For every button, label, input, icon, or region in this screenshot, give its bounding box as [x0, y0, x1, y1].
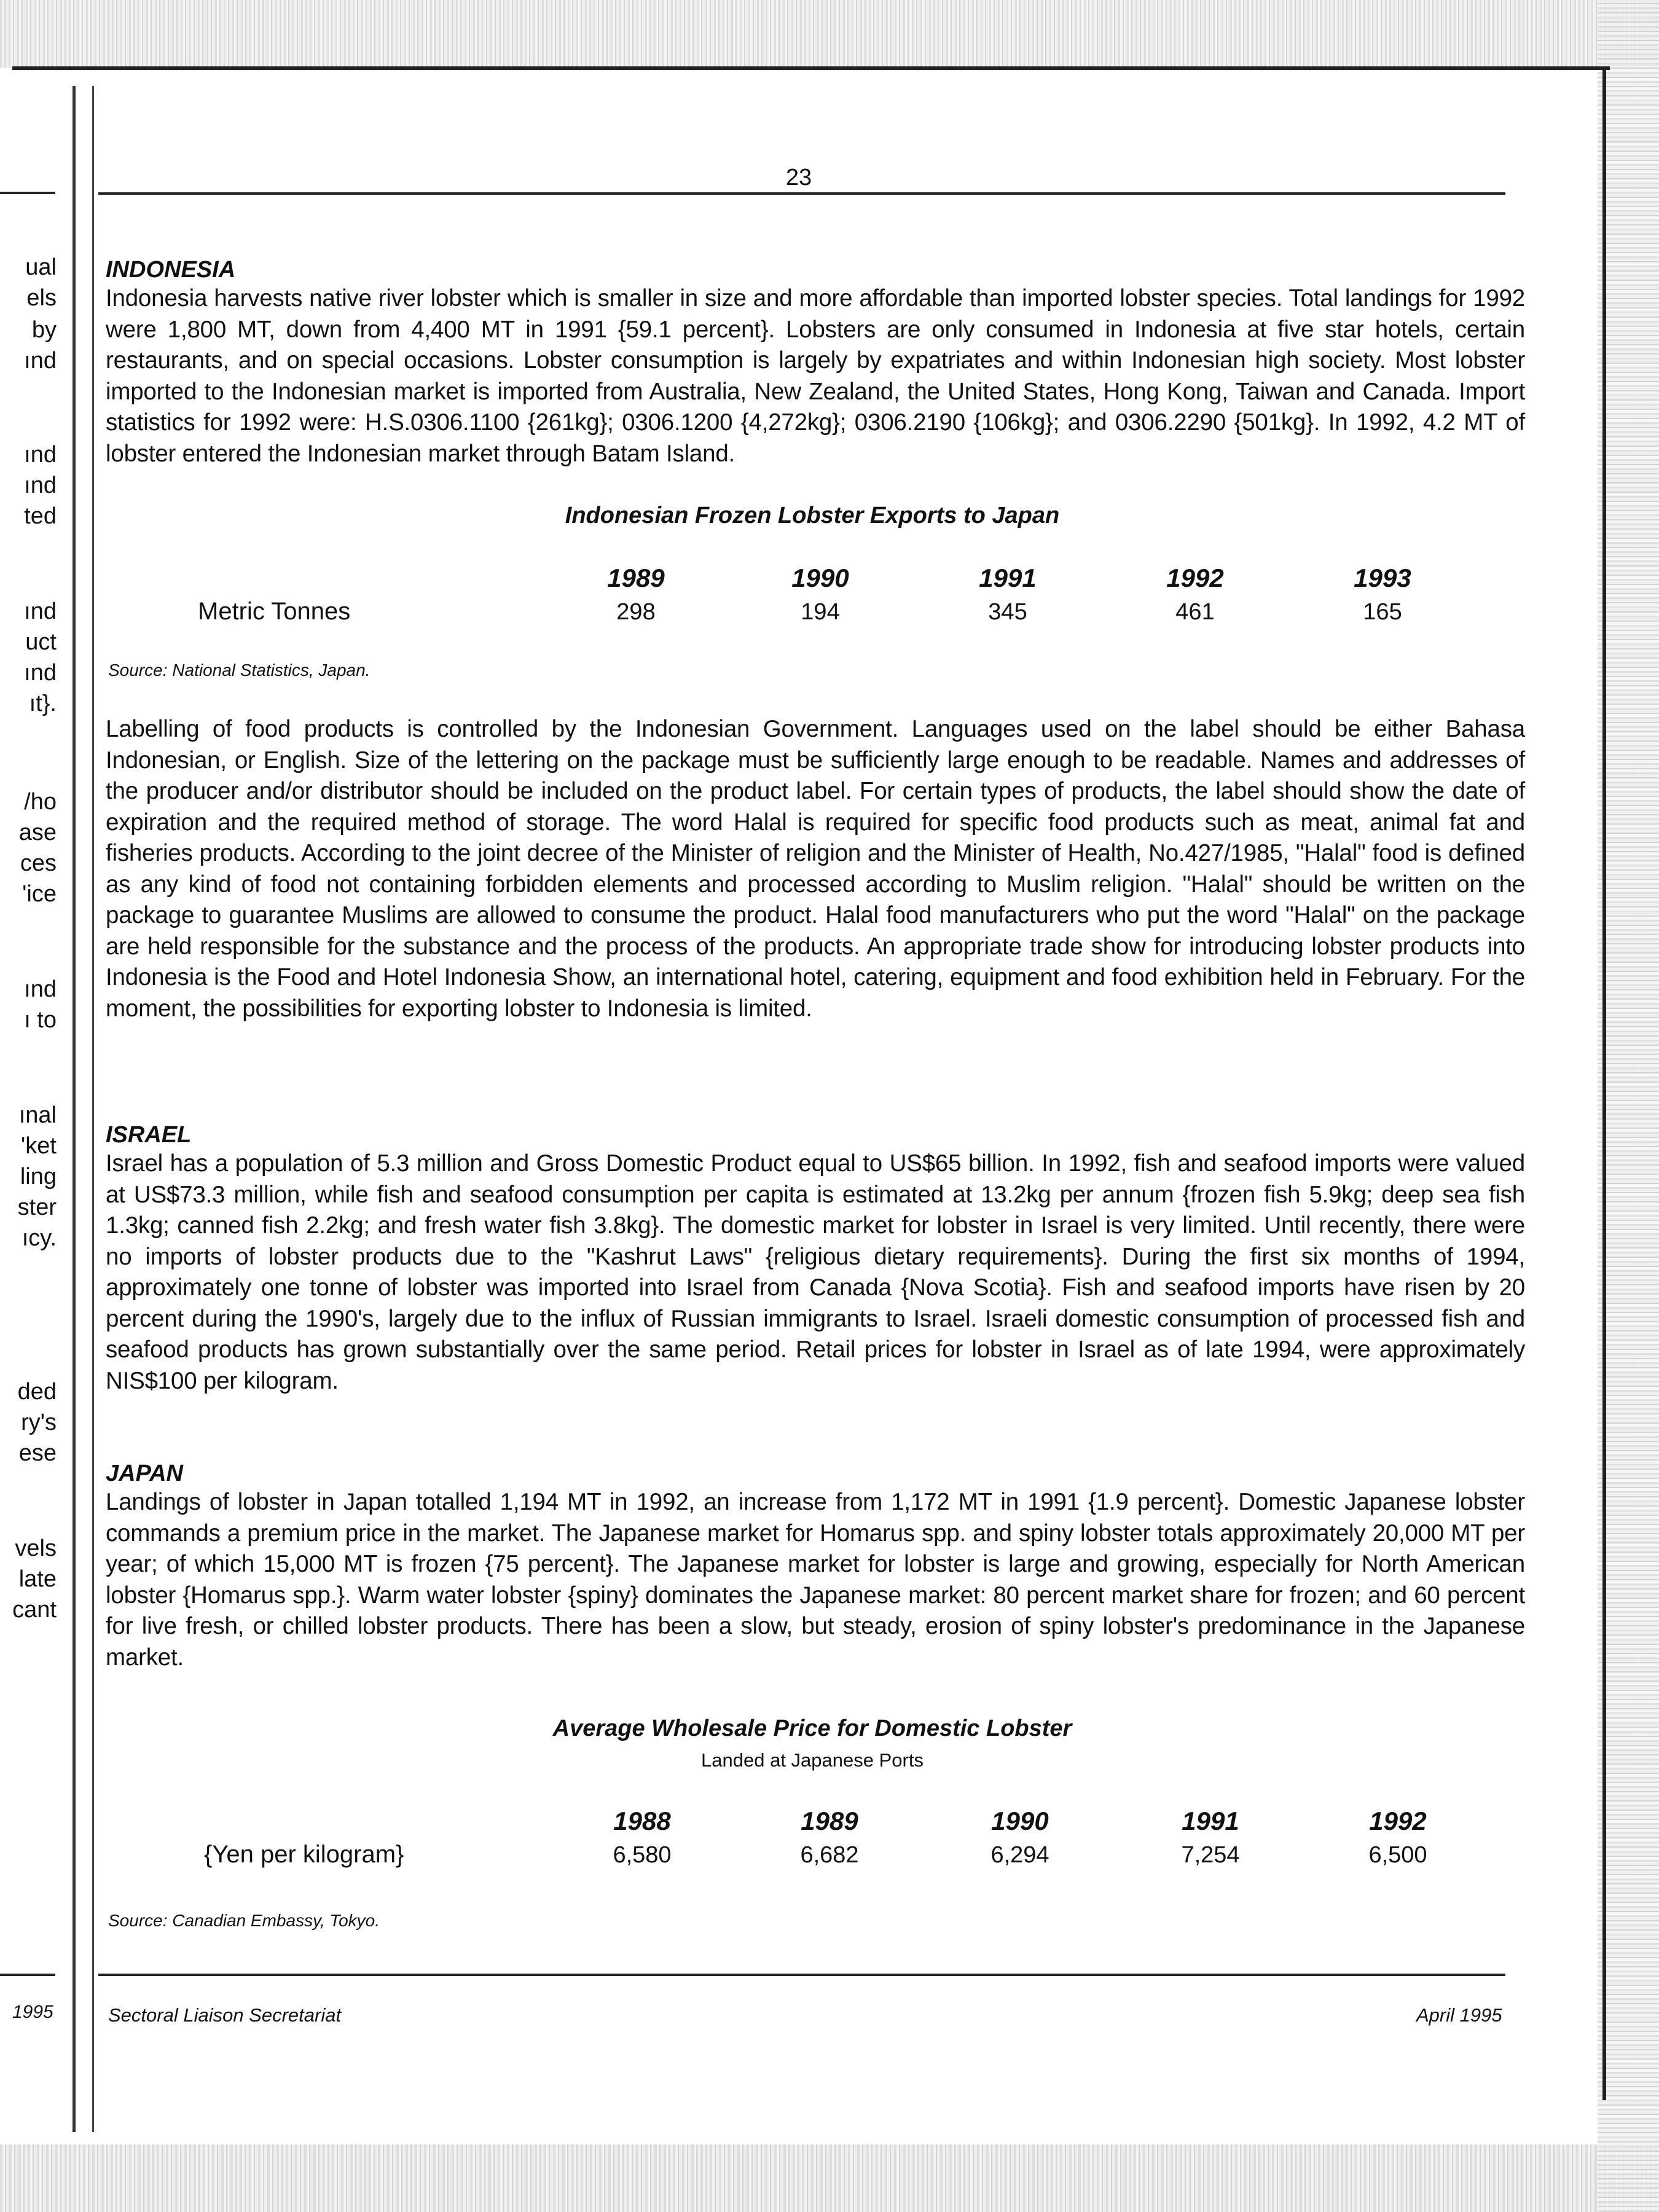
scan-noise-right: [1598, 0, 1659, 2212]
table-subtitle: Landed at Japanese Ports: [701, 1749, 924, 1771]
table-year: 1988: [613, 1806, 671, 1835]
table-title: Indonesian Frozen Lobster Exports to Japan: [565, 503, 1060, 528]
prev-page-fragment: uct: [25, 629, 57, 655]
prev-page-fragment: vels: [15, 1535, 57, 1561]
prev-page-fragment: ese: [18, 1440, 57, 1466]
table-year: 1992: [1369, 1806, 1427, 1835]
table-cell: 165: [1363, 599, 1402, 625]
table-cell: 6,682: [800, 1842, 859, 1868]
table-year: 1990: [991, 1806, 1049, 1835]
prev-page-fragment: late: [18, 1566, 57, 1592]
table-source: Source: Canadian Embassy, Tokyo.: [108, 1911, 380, 1930]
prev-page-fragment: 'ice: [22, 881, 57, 907]
prev-page-fragment: ınd: [24, 660, 57, 686]
prev-page-fragment: cant: [12, 1597, 57, 1623]
binding-line-outer: [73, 86, 76, 2132]
prev-page-fragment: ı to: [24, 1007, 57, 1033]
prev-page-fragment: ry's: [21, 1410, 57, 1435]
table-year: 1993: [1354, 563, 1411, 592]
footer-publisher: Sectoral Liaison Secretariat: [108, 2004, 342, 2026]
binding-line-inner: [92, 86, 94, 2132]
prev-page-fragment: ınd: [24, 348, 57, 374]
table-row-label: {Yen per kilogram}: [204, 1841, 404, 1868]
prev-page-fragment: ıt}.: [29, 691, 57, 716]
table-year: 1990: [791, 563, 849, 592]
header-rule: [98, 192, 1505, 195]
scan-noise-bottom: [0, 2144, 1659, 2212]
section-paragraph: Labelling of food products is controlled by the Indonesian Government. Languages used on the label should be either Bahasa Indonesian, or English. Size of the lettering on the package must be sufficiently large enough to be readable. Names and addresses of the producer and/or distributor should be included on the product label. For certain types of products, the label should show the date of expiration and the required method of storage. The word Halal is required for specific food products such as meat, animal fat and fisheries products. According to the joint decree of the Minister of religion and the Minister of Health, No.427/1985, "Halal" food is defined as any kind of food not containing forbidden elements and processed according to Muslim religion. "Halal" should be written on the package to guarantee Muslims are allowed to consume the product. Halal food manufacturers who put the word "Halal" on the package are held responsible for the substance and the process of the products. An appropriate trade show for introducing lobster products into Indonesia is the Food and Hotel Indonesia Show, an international hotel, catering, equipment and food exhibition held in February. For the moment, the possibilities for exporting lobster to Indonesia is limited.: [106, 716, 1525, 1022]
page-frame-right: [1602, 66, 1606, 2100]
prev-page-fragment: ınd: [24, 976, 57, 1002]
prev-page-fragment: by: [31, 317, 57, 343]
table-year: 1991: [979, 563, 1037, 592]
prev-page-fragment: ase: [18, 820, 57, 845]
table-cell: 6,500: [1368, 1842, 1427, 1868]
table-cell: 298: [616, 599, 656, 625]
section-paragraph: Indonesia harvests native river lobster which is smaller in size and more affordable than imported lobster species. Total landings for 1992 were 1,800 MT, down from 4,400 MT in 1991 {59.1 percent}. Lobsters are only consumed in Indonesia at five star hotels, certain restaurants, and on special occasions. Lobster consumption is largely by expatriates and within Indonesian high society. Most lobster imported to the Indonesian market is imported from Australia, New Zealand, the United States, Hong Kong, Taiwan and Canada. Import statistics for 1992 were: H.S.0306.1100 {261kg}; 0306.1200 {4,272kg}; 0306.2190 {106kg}; and 0306.2290 {501kg}. In 1992, 4.2 MT of lobster entered the Indonesian market through Batam Island.: [106, 285, 1525, 467]
page-number: 23: [785, 165, 812, 190]
table-cell: 7,254: [1181, 1842, 1240, 1868]
footer-date: April 1995: [1416, 2004, 1502, 2026]
prev-page-fragment: ıcy.: [22, 1225, 57, 1251]
section-labelling: [106, 714, 1525, 1024]
prev-page-fragment: ted: [24, 503, 57, 529]
table-year: 1989: [801, 1806, 858, 1835]
footer-rule: [98, 1974, 1505, 1976]
section-heading: ISRAEL: [106, 1122, 192, 1148]
prev-page-rule-bottom: [0, 1974, 55, 1976]
table-year: 1992: [1166, 563, 1224, 592]
prev-page-year: 1995: [12, 2002, 53, 2022]
prev-page-fragment: 'ket: [21, 1133, 57, 1159]
prev-page-fragment: ling: [20, 1164, 57, 1190]
section-heading: INDONESIA: [106, 257, 236, 283]
prev-page-fragment: ces: [20, 850, 57, 876]
section-heading: JAPAN: [106, 1461, 183, 1486]
table-title: Average Wholesale Price for Domestic Lobster: [552, 1716, 1072, 1741]
prev-page-fragment: els: [26, 285, 57, 311]
table-cell: 461: [1175, 599, 1215, 625]
table-cell: 194: [801, 599, 840, 625]
scan-noise-top: [0, 0, 1659, 68]
page-frame-top: [12, 66, 1610, 70]
prev-page-fragment: ded: [17, 1379, 57, 1405]
prev-page-fragment: ual: [25, 254, 57, 280]
prev-page-fragment: ınd: [24, 473, 57, 498]
prev-page-fragment: ınd: [24, 598, 57, 624]
prev-page-fragment: /ho: [24, 789, 57, 815]
table-year: 1989: [607, 563, 665, 592]
table-year: 1991: [1182, 1806, 1239, 1835]
section-israel: [106, 1122, 1525, 1397]
prev-page-fragment: ınd: [24, 442, 57, 468]
table-cell: 6,580: [613, 1842, 672, 1868]
section-japan: [106, 1461, 1525, 1673]
table-cell: 6,294: [990, 1842, 1049, 1868]
section-paragraph: Israel has a population of 5.3 million and Gross Domestic Product equal to US$65 billion. In 1992, fish and seafood imports were valued at US$73.3 million, while fish and seafood consumption per capita is estimated at 13.2kg per annum {frozen fish 5.9kg; deep sea fish 1.3kg; canned fish 2.2kg; and fresh water fish 3.8kg}. The domestic market for lobster in Israel is very limited. Until recently, there were no imports of lobster products due to the "Kashrut Laws" {religious dietary requirements}. During the first six months of 1994, approximately one tonne of lobster was imported into Israel from Canada {Nova Scotia}. Fish and seafood imports have risen by 20 percent during the 1990's, largely due to the influx of Russian immigrants to Israel. Israeli domestic consumption of processed fish and seafood products has grown substantially over the same period. Retail prices for lobster in Israel as of late 1994, were approximately NIS$100 per kilogram.: [106, 1150, 1525, 1394]
table-source: Source: National Statistics, Japan.: [108, 661, 371, 680]
section-paragraph: Landings of lobster in Japan totalled 1,194 MT in 1992, an increase from 1,172 MT in 1991 {1.9 percent}. Domestic Japanese lobster commands a premium price in the market. The Japanese market for Homarus spp. and spiny lobster totals approximately 20,000 MT per year; of which 15,000 MT is frozen {75 percent}. The Japanese market for lobster is large and growing, especially for North American lobster {Homarus spp.}. Warm water lobster {spiny} dominates the Japanese market: 80 percent market share for frozen; and 60 percent for live fresh, or chilled lobster products. There has been a slow, but steady, erosion of spiny lobster's predominance in the Japanese market.: [106, 1489, 1525, 1671]
table-row-label: Metric Tonnes: [198, 598, 351, 625]
prev-page-fragment: ster: [17, 1194, 57, 1220]
table-cell: 345: [988, 599, 1027, 625]
prev-page-rule-top: [0, 192, 55, 194]
prev-page-fragment: ınal: [18, 1102, 57, 1128]
section-indonesia: [106, 257, 1525, 469]
